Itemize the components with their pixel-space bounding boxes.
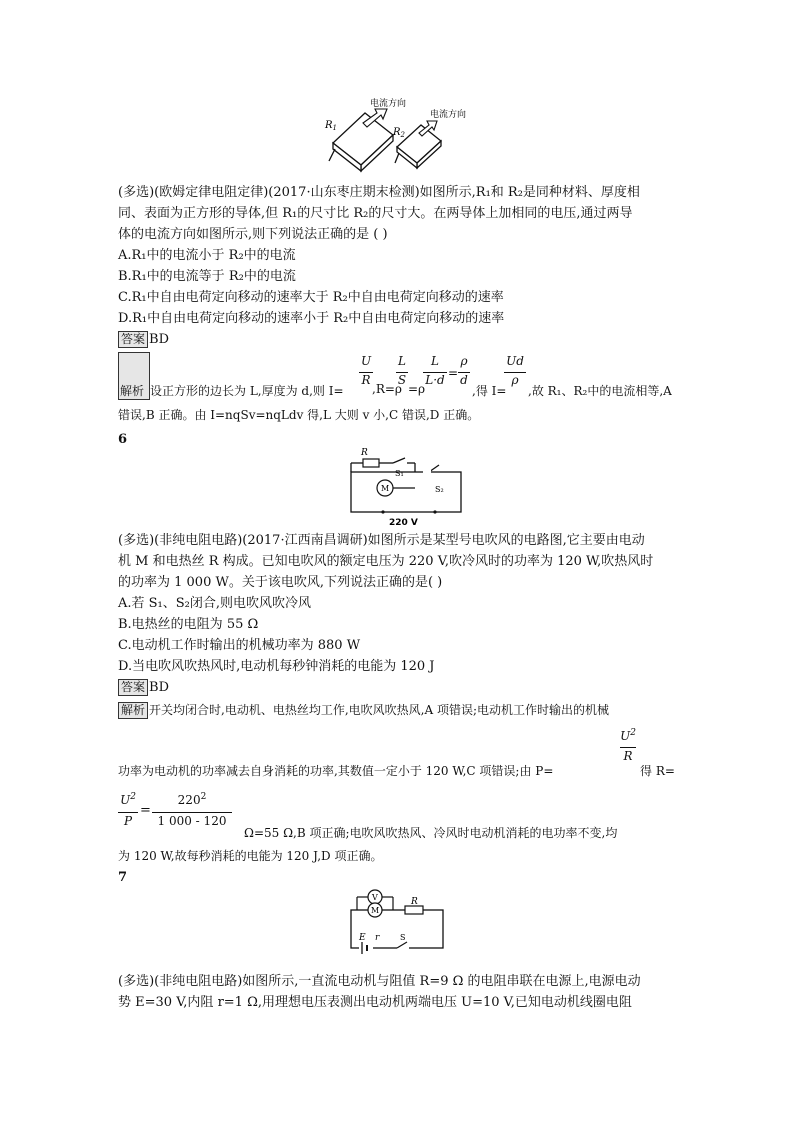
frac-bar	[620, 747, 636, 748]
q5-line-1: (多选)(欧姆定律电阻定律)(2017·山东枣庄期末检测)如图所示,R₁和 R₂是同种材料、厚度相	[118, 185, 640, 200]
resistor-label: R	[411, 897, 418, 907]
q5-analysis-line-2: 错误,B 正确。由 I=nqSv=nqLdv 得,L 大则 v 小,C 错误,D 正确。	[118, 408, 480, 422]
analysis-tag: 解析	[118, 702, 148, 719]
frac-r: R	[361, 373, 371, 387]
q5-option-c: C.R₁中自由电荷定向移动的速率大于 R₂中自由电荷定向移动的速率	[118, 290, 504, 305]
answer-value: BD	[149, 332, 169, 347]
hair-dryer-circuit	[343, 448, 473, 530]
frac-rho2: ρ	[511, 373, 519, 387]
r1-label: $R_1$	[325, 120, 337, 132]
frac-bar	[152, 812, 232, 813]
q5-analysis-f: ,故 R₁、R₂中的电流相等,A	[528, 384, 672, 398]
frac-d: d	[460, 373, 468, 387]
q5-line-2: 同、表面为正方形的导体,但 R₁的尺寸比 R₂的尺寸大。在两导体上加相同的电压,通过两导	[118, 206, 633, 221]
frac-bar	[118, 812, 138, 813]
answer-tag: 答案	[118, 331, 148, 348]
q6-option-c: C.电动机工作时输出的机械功率为 880 W	[118, 638, 361, 653]
switch-s1-label: S₁	[395, 469, 404, 478]
frac-u2b: $U^2$	[120, 792, 136, 807]
answer-tag: 答案	[118, 679, 148, 696]
switch-label: S	[400, 933, 406, 942]
q5-analysis-e: ,得 I=	[472, 384, 507, 398]
analysis-tag: 解析	[120, 384, 145, 398]
motor-label: M	[371, 906, 380, 915]
motor-label: M	[381, 484, 390, 493]
frac-den: 1 000 - 120	[157, 814, 227, 828]
frac-u: U	[360, 354, 372, 368]
voltage-label: 220 V	[389, 518, 418, 528]
q6-analysis-line-3: Ω=55 Ω,B 项正确;电吹风吹热风、冷风时电动机消耗的电功率不变,均	[244, 826, 618, 840]
q7-line-2: 势 E=30 V,内阻 r=1 Ω,用理想电压表测出电动机两端电压 U=10 V,已知电动机线圈电阻	[118, 995, 632, 1010]
frac-l: L	[398, 354, 406, 368]
question-number-6: 6	[118, 432, 128, 447]
q5-analysis-d: =	[448, 366, 459, 380]
resistor-label: R	[361, 448, 368, 458]
q5-analysis-c: =ρ	[408, 382, 426, 396]
q5-analysis-b: ,R=ρ	[372, 382, 402, 396]
frac-s: S	[397, 373, 407, 387]
frac-ud: Ud	[506, 354, 524, 368]
internal-r-label: r	[375, 933, 380, 943]
frac-u2: $U^2$	[620, 728, 636, 743]
q6-line-3: 的功率为 1 000 W。关于该电吹风,下列说法正确的是( )	[118, 575, 443, 590]
q6-analysis-line-2-end: 得 R=	[640, 764, 675, 778]
q5-analysis-a: 设正方形的边长为 L,厚度为 d,则 I=	[150, 384, 344, 398]
motor-circuit	[345, 885, 450, 960]
current-direction-label-2: 电流方向	[430, 110, 467, 120]
q6-analysis-line-2: 功率为电动机的功率减去自身消耗的功率,其数值一定小于 120 W,C 项错误;由 P=	[118, 764, 554, 778]
r2-label: $R_2$	[393, 127, 405, 139]
q5-option-a: A.R₁中的电流小于 R₂中的电流	[118, 248, 296, 263]
q5-answer	[118, 331, 169, 349]
q6-line-2: 机 M 和电热丝 R 构成。已知电吹风的额定电压为 220 V,吹冷风时的功率为 120 W,吹热风时	[118, 554, 654, 569]
q5-option-d: D.R₁中自由电荷定向移动的速率小于 R₂中自由电荷定向移动的速率	[118, 311, 505, 326]
conductor-figure	[315, 95, 505, 175]
q5-option-b: B.R₁中的电流等于 R₂中的电流	[118, 269, 296, 284]
emf-label: E	[359, 933, 366, 943]
question-number-7: 7	[118, 870, 128, 885]
frac-r: R	[623, 749, 633, 763]
q7-line-1: (多选)(非纯电阻电路)如图所示,一直流电动机与阻值 R=9 Ω 的电阻串联在电源上,电源电动	[118, 974, 641, 989]
answer-value: BD	[149, 680, 169, 695]
q6-option-b: B.电热丝的电阻为 55 Ω	[118, 617, 259, 632]
q6-line-1: (多选)(非纯电阻电路)(2017·江西南昌调研)如图所示是某型号电吹风的电路图,它主要由电动	[118, 533, 645, 548]
frac-rho: ρ	[460, 354, 468, 368]
frac-ld: L·d	[425, 373, 445, 387]
current-direction-label-1: 电流方向	[370, 99, 407, 109]
q6-option-a: A.若 S₁、S₂闭合,则电吹风吹冷风	[118, 596, 312, 611]
q6-analysis-line-1: 解析 开关均闭合时,电动机、电热丝均工作,电吹风吹热风,A 项错误;电动机工作时输出的机械	[118, 701, 609, 719]
switch-s2-label: S₂	[435, 485, 444, 494]
q6-answer	[118, 679, 169, 697]
frac-l2: L	[431, 354, 439, 368]
q6-analysis-line-4: 为 120 W,故每秒消耗的电能为 120 J,D 项正确。	[118, 849, 383, 863]
q6-option-d: D.当电吹风吹热风时,电动机每秒钟消耗的电能为 120 J	[118, 659, 435, 674]
frac-220: $220^2$	[177, 792, 207, 807]
frac-p: P	[123, 814, 133, 828]
q5-line-3: 体的电流方向如图所示,则下列说法正确的是 ( )	[118, 227, 388, 242]
voltmeter-label: V	[372, 893, 378, 902]
